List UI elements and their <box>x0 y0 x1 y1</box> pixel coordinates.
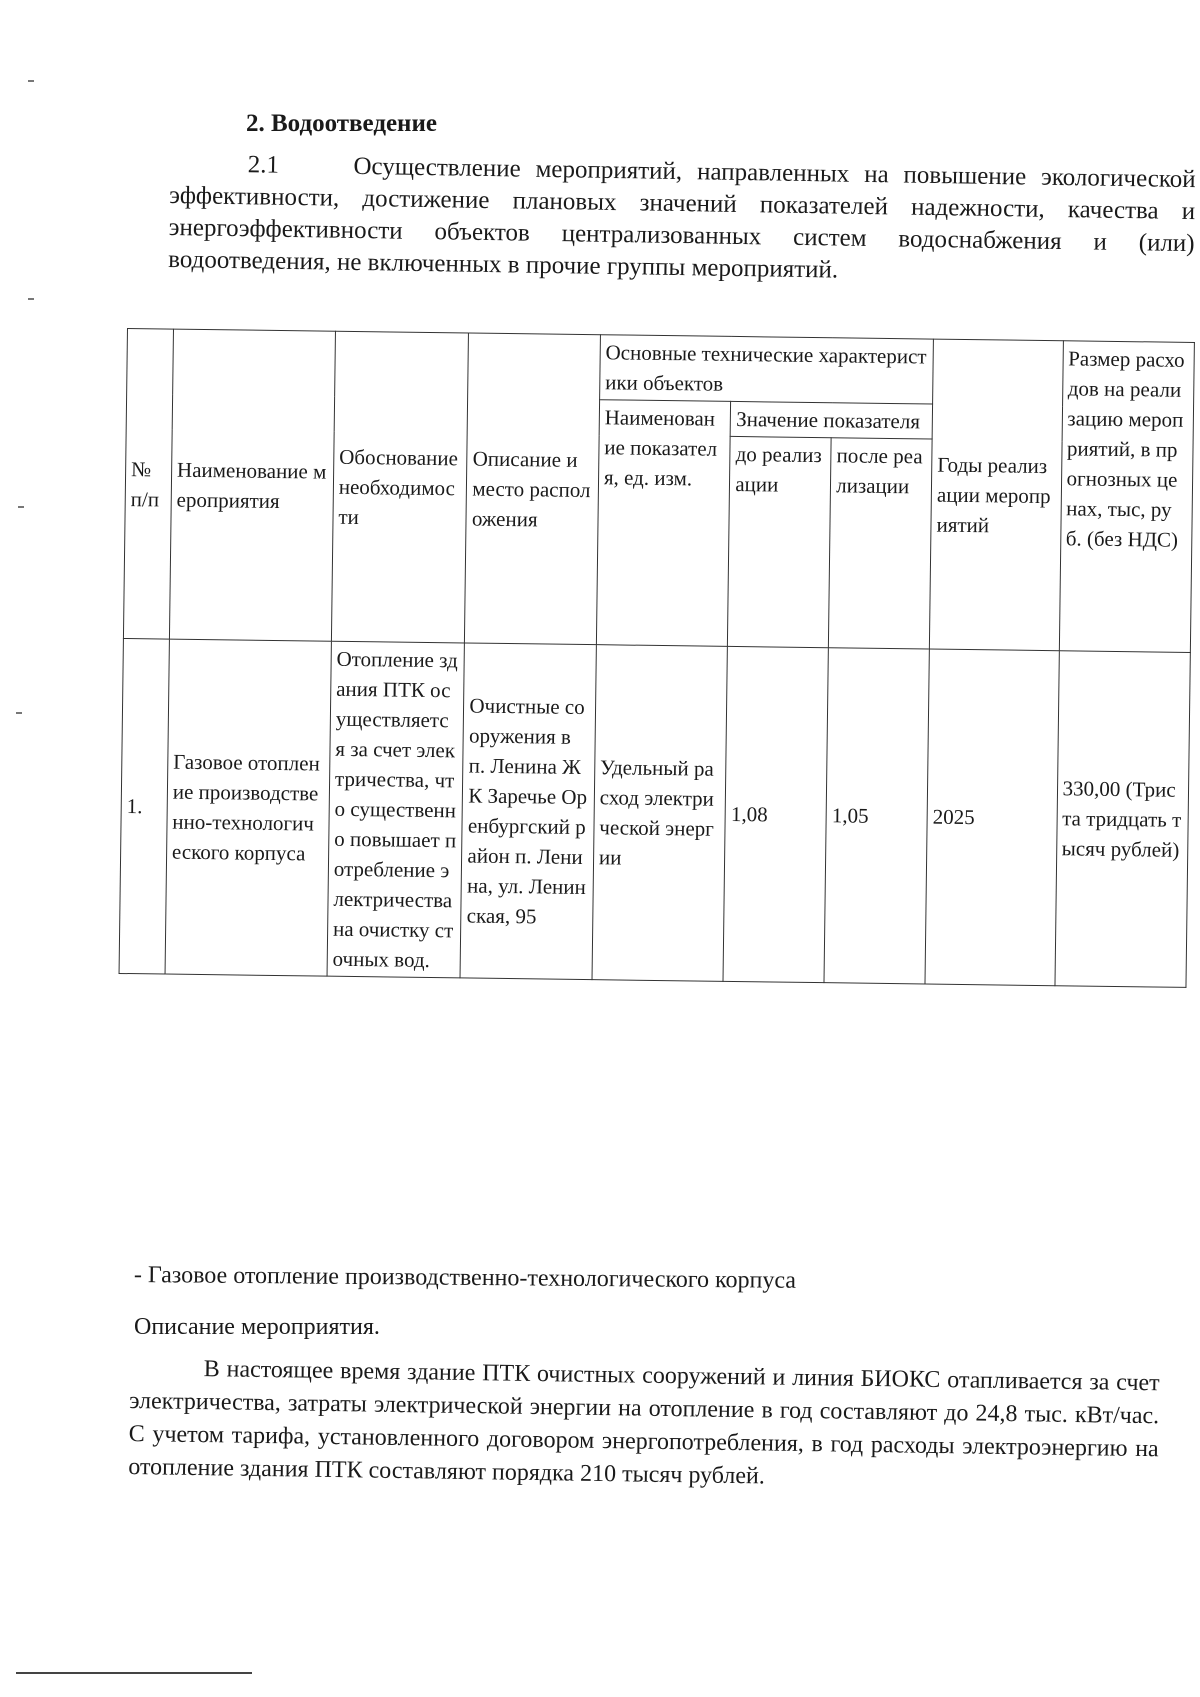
row-cost: 330,00 (Триста тридцать тысяч рублей) <box>1054 651 1190 988</box>
row-num: 1. <box>119 638 169 974</box>
header-name: Наименование мероприятия <box>169 329 335 641</box>
header-after: после реализации <box>829 438 933 649</box>
header-justification: Обоснование необходимости <box>331 331 469 643</box>
table-row <box>119 638 1190 987</box>
header-description: Описание и место расположения <box>465 333 600 645</box>
description-heading: Описание мероприятия. <box>134 1314 380 1340</box>
header-tech-group: Основные технические характеристики объектов <box>599 335 933 404</box>
row-years: 2025 <box>925 649 1059 986</box>
header-before: до реализации <box>728 436 832 647</box>
row-before: 1,08 <box>723 646 828 982</box>
row-after: 1,05 <box>824 648 929 984</box>
margin-mark <box>16 712 22 714</box>
margin-mark <box>18 506 24 508</box>
header-cost: Размер расходов на реализацию мероприятий, в прогнозных ценах, тыс, руб. (без НДС) <box>1059 341 1195 653</box>
row-indicator-name: Удельный расход электрической энергии <box>592 645 728 982</box>
margin-mark <box>28 80 34 82</box>
measure-bullet: - Газовое отопление производственно-технологического корпуса <box>133 1262 797 1294</box>
intro-number: 2.1 <box>247 151 280 179</box>
intro-text: Осуществление мероприятий, направленных на повышение экологической эффективности, достижение плановых значений показателей надежности, качества и энергоэффективности объектов централизованных систем водоснабжения и (или) водоотведения, не включенных в прочие группы мероприятий. <box>168 152 1196 284</box>
header-years: Годы реализации мероприятий <box>929 339 1062 651</box>
row-description: Очистные сооружения в п. Ленина ЖК Заречье Оренбургский район п. Ленина, ул. Ленинская, 95 <box>460 643 596 980</box>
row-name: Газовое отопление производственно-технологического корпуса <box>165 639 331 976</box>
header-indicator-name: Наименование показателя, ед. изм. <box>596 400 731 647</box>
row-justification: Отопление здания ПТК осуществляется за счет электричества, что существенно повышает потребление электричества на очистку сточных вод. <box>327 641 465 978</box>
table-header-row <box>127 329 1195 408</box>
description-text: В настоящее время здание ПТК очистных сооружений и линия БИОКС отапливается за счет электричества, затраты электрической энергии на отопление в год составляют до 24,8 тыс. кВт/час. С учетом тарифа, установленного договором энергопотребления, в год расходы электроэнергию на отопление здания ПТК составляют порядка 210 тысяч рублей. <box>128 1356 1160 1490</box>
footnote-divider <box>16 1672 252 1674</box>
header-indicator-value: Значение показателя <box>730 401 932 439</box>
intro-paragraph <box>168 148 1196 292</box>
description-paragraph <box>128 1352 1160 1499</box>
measures-table <box>119 328 1195 988</box>
section-title: 2. Водоотведение <box>246 110 437 137</box>
header-num: № п/п <box>123 329 173 640</box>
margin-mark <box>28 298 34 300</box>
